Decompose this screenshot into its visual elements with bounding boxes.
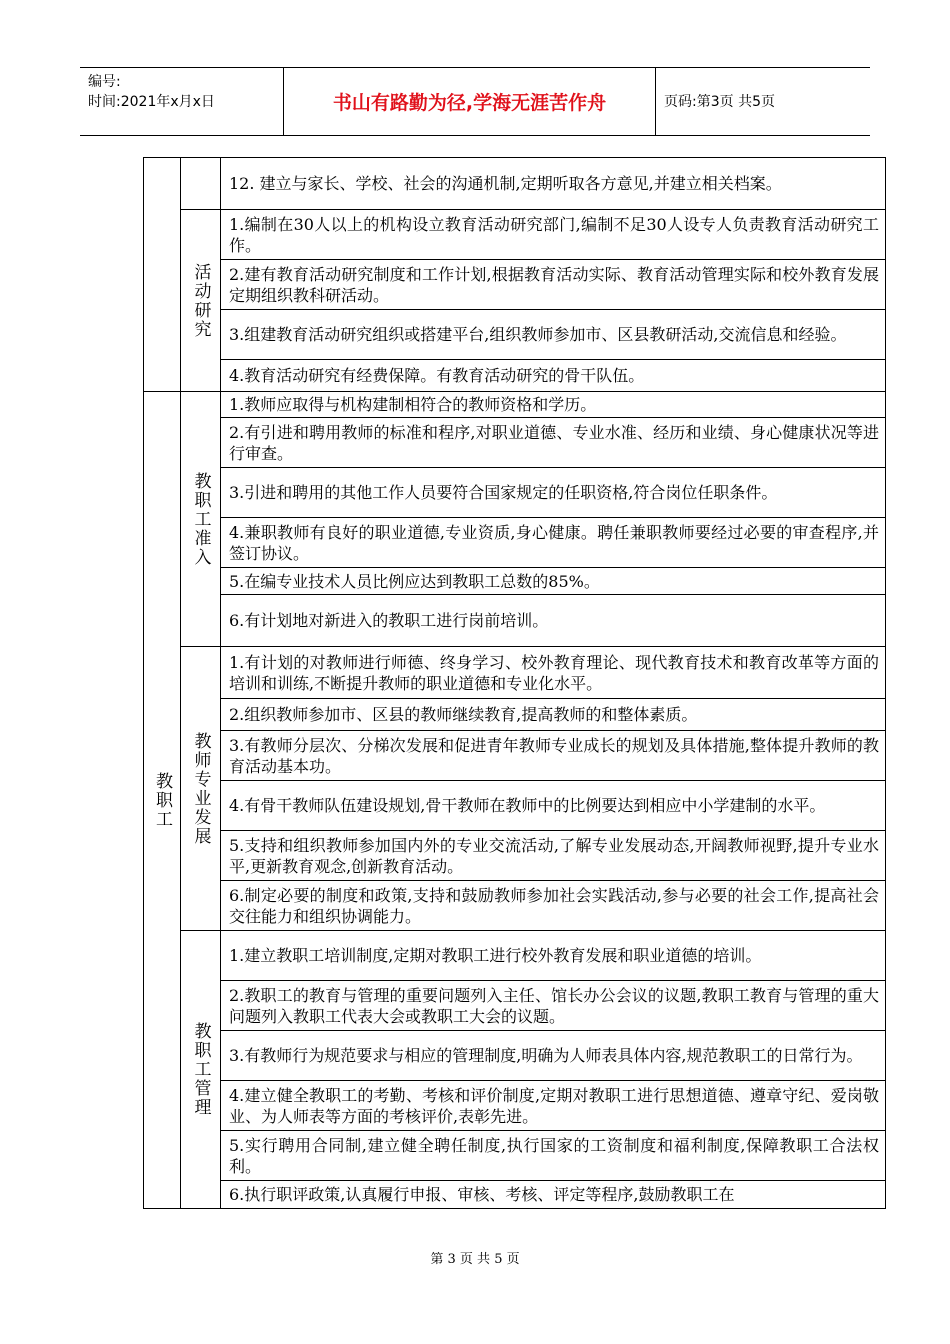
table-row-item: 3.组建教育活动研究组织或搭建平台,组织教师参加市、区县教研活动,交流信息和经验。 — [221, 310, 886, 360]
table-row — [144, 1081, 886, 1131]
table-row-item: 2.组织教师参加市、区县的教师继续教育,提高教师的和整体素质。 — [221, 699, 886, 731]
table-row-item: 4.教育活动研究有经费保障。有教育活动研究的骨干队伍。 — [221, 360, 886, 392]
table-row-item: 1.编制在30人以上的机构设立教育活动研究部门,编制不足30人设专人负责教育活动研究工作。 — [221, 210, 886, 260]
table-row-item: 5.支持和组织教师参加国内外的专业交流活动,了解专业发展动态,开阔教师视野,提升专业水平,更新教育观念,创新教育活动。 — [221, 831, 886, 881]
table-row-item: 3.有教师行为规范要求与相应的管理制度,明确为人师表具体内容,规范教职工的日常行为。 — [221, 1031, 886, 1081]
header-bottom-rule — [80, 135, 870, 136]
table-row — [144, 360, 886, 392]
table-row-item: 5.实行聘用合同制,建立健全聘任制度,执行国家的工资制度和福利制度,保障教职工合法权利。 — [221, 1131, 886, 1181]
table-row-item: 2.有引进和聘用教师的标准和程序,对职业道德、专业水准、经历和业绩、身心健康状况等进行审查。 — [221, 418, 886, 468]
category-staff: 教职工 — [144, 392, 181, 1209]
table-row — [144, 158, 886, 210]
table-row — [144, 931, 886, 981]
table-row-item: 1.教师应取得与机构建制相符合的教师资格和学历。 — [221, 392, 886, 418]
header-divider-right — [655, 67, 656, 135]
header-meta — [88, 72, 215, 112]
subcategory-staff-management: 教职工管理 — [181, 931, 221, 1209]
header-motto: 书山有路勤为径,学海无涯苦作舟 — [332, 91, 607, 114]
table-row — [144, 1031, 886, 1081]
table-row — [144, 392, 886, 418]
page-footer: 第 3 页 共 5 页 — [430, 1252, 520, 1267]
table-row — [144, 210, 886, 260]
table-row — [144, 981, 886, 1031]
table-row — [144, 1131, 886, 1181]
table-row — [144, 731, 886, 781]
table-row-item: 2.教职工的教育与管理的重要问题列入主任、馆长办公会议的议题,教职工教育与管理的重大问题列入教职工代表大会或教职工大会的议题。 — [221, 981, 886, 1031]
subcategory-teacher-development: 教师专业发展 — [181, 647, 221, 931]
standards-table — [143, 157, 886, 1209]
table-row — [144, 1181, 886, 1209]
table-row-item: 6.有计划地对新进入的教职工进行岗前培训。 — [221, 595, 886, 647]
table-row — [144, 518, 886, 568]
table-row-item: 1.有计划的对教师进行师德、终身学习、校外教育理论、现代教育技术和教育改革等方面的培训和训练,不断提升教师的职业道德和专业化水平。 — [221, 647, 886, 699]
table-row-item: 3.有教师分层次、分梯次发展和促进青年教师专业成长的规划及具体措施,整体提升教师的教育活动基本功。 — [221, 731, 886, 781]
table-row-item: 6.执行职评政策,认真履行申报、审核、考核、评定等程序,鼓励教职工在 — [221, 1181, 886, 1209]
subcategory-activity-research: 活动研究 — [181, 210, 221, 392]
table-row — [144, 699, 886, 731]
category-cell-blank — [144, 158, 181, 392]
table-row-item: 12. 建立与家长、学校、社会的沟通机制,定期听取各方意见,并建立相关档案。 — [221, 158, 886, 210]
subcategory-cell-blank — [181, 158, 221, 210]
table-row — [144, 260, 886, 310]
table-row — [144, 310, 886, 360]
table-row — [144, 781, 886, 831]
subcategory-staff-entry: 教职工准入 — [181, 392, 221, 647]
table-row-item: 3.引进和聘用的其他工作人员要符合国家规定的任职资格,符合岗位任职条件。 — [221, 468, 886, 518]
table-row — [144, 881, 886, 931]
table-row — [144, 568, 886, 595]
table-row — [144, 595, 886, 647]
table-row — [144, 831, 886, 881]
table-row-item: 4.兼职教师有良好的职业道德,专业资质,身心健康。聘任兼职教师要经过必要的审查程序,并签订协议。 — [221, 518, 886, 568]
header-page-info: 页码:第3页 共5页 — [664, 94, 775, 110]
table-row-item: 4.有骨干教师队伍建设规划,骨干教师在教师中的比例要达到相应中小学建制的水平。 — [221, 781, 886, 831]
table-row-item: 5.在编专业技术人员比例应达到教职工总数的85%。 — [221, 568, 886, 595]
time-label: 时间:2021年x月x日 — [88, 94, 215, 110]
table-row-item: 2.建有教育活动研究制度和工作计划,根据教育活动实际、教育活动管理实际和校外教育发展定期组织教科研活动。 — [221, 260, 886, 310]
table-row-item: 4.建立健全教职工的考勤、考核和评价制度,定期对教职工进行思想道德、遵章守纪、爱岗敬业、为人师表等方面的考核评价,表彰先进。 — [221, 1081, 886, 1131]
table-row-item: 1.建立教职工培训制度,定期对教职工进行校外教育发展和职业道德的培训。 — [221, 931, 886, 981]
table-row — [144, 468, 886, 518]
table-row-item: 6.制定必要的制度和政策,支持和鼓励教师参加社会实践活动,参与必要的社会工作,提高社会交往能力和组织协调能力。 — [221, 881, 886, 931]
table-row — [144, 647, 886, 699]
number-label: 编号: — [88, 74, 121, 90]
table-row — [144, 418, 886, 468]
